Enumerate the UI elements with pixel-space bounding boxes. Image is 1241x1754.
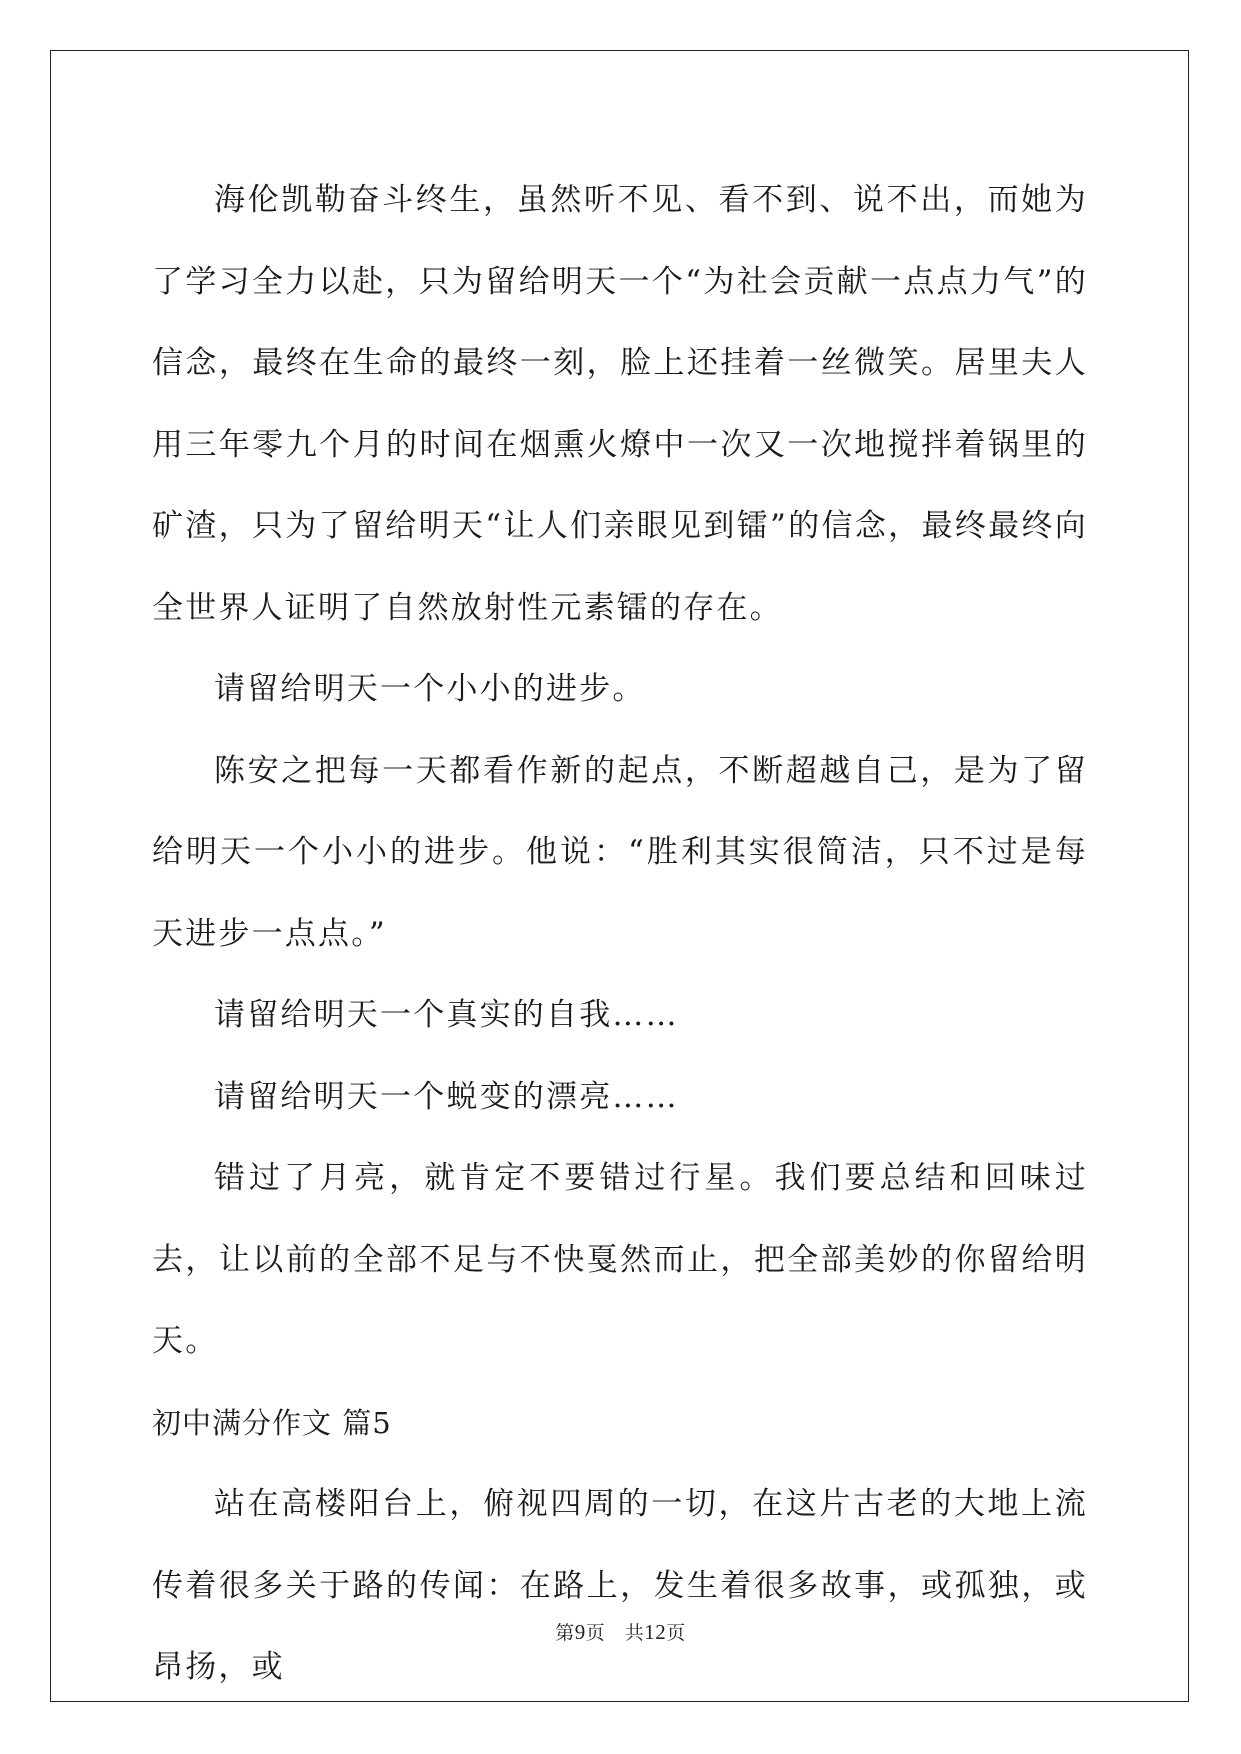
body-paragraph: 请留给明天一个蜕变的漂亮…… [214, 1078, 679, 1115]
body-paragraph: 海伦凯勒奋斗终生，虽然听不见、看不到、说不出，而她为了学习全力以赴，只为留给明天一个“为社会贡献一点点力气”的信念，最终在生命的最终一刻，脸上还挂着一丝微笑。居里夫人用三年零九个月的时间在烟熏火燎中一次又一次地搅拌着锅里的矿渣，只为了留给明天“让人们亲眼见到镭”的信念，最终最终向全世界人证明了自然放射性元素镭的存在。 [152, 182, 1088, 626]
section-heading: 初中满分作文 篇5 [152, 1405, 392, 1440]
body-paragraph: 错过了月亮，就肯定不要错过行星。我们要总结和回味过去，让以前的全部不足与不快戛然而止，把全部美妙的你留给明天。 [152, 1160, 1088, 1359]
document-body [152, 160, 1088, 1709]
body-paragraph: 站在高楼阳台上，俯视四周的一切，在这片古老的大地上流传着很多关于路的传闻：在路上，发生着很多故事，或孤独，或昂扬，或 [152, 1486, 1088, 1685]
total-pages: 12 [644, 1620, 667, 1644]
page-label-mid: 页 共 [585, 1622, 645, 1644]
body-paragraph: 请留给明天一个小小的进步。 [214, 671, 646, 707]
page-number: 9 [574, 1620, 586, 1644]
page-label-prefix: 第 [555, 1622, 575, 1644]
page-footer [0, 1618, 1241, 1645]
body-paragraph: 陈安之把每一天都看作新的起点，不断超越自己，是为了留给明天一个小小的进步。他说：“胜利其实很简洁，只不过是每天进步一点点。” [152, 752, 1088, 952]
page-label-suffix: 页 [666, 1622, 686, 1644]
body-paragraph: 请留给明天一个真实的自我…… [214, 997, 679, 1033]
